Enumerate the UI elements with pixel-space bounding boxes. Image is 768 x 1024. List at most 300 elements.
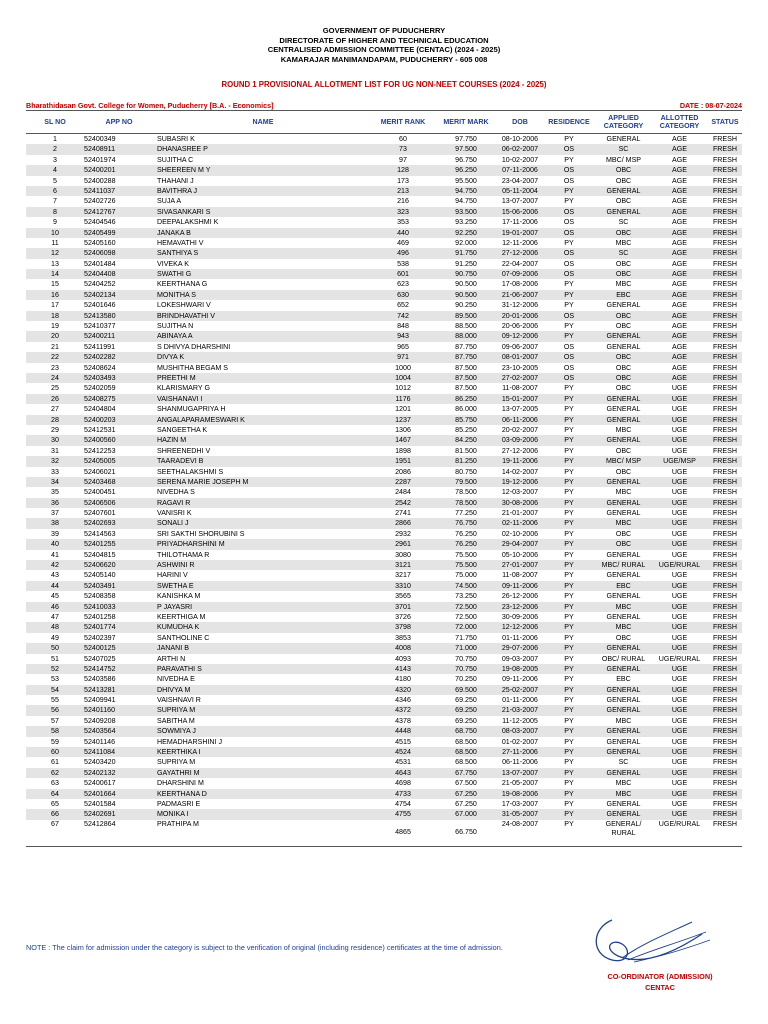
cell-dob: 13-07-2007 (498, 768, 542, 778)
cell-name: SUJA A (157, 197, 182, 206)
cell-app-no: 52401774 (84, 622, 154, 632)
cell-allotted-category: AGE (651, 373, 708, 383)
col-dob: DOB (498, 111, 542, 134)
cell-dob: 21-05-2007 (501, 779, 539, 788)
cell-name: VAISHANAVI I (154, 394, 372, 404)
cell-dob: 30-09-2006 (501, 612, 539, 621)
cell-name: HARINI V (157, 571, 188, 580)
cell-app-no: 52400560 (84, 435, 154, 445)
cell-merit-mark: 94.750 (434, 186, 498, 196)
cell-applied-category: GENERAL (596, 685, 651, 695)
table-row (26, 176, 742, 186)
cell-app-no: 52404815 (84, 550, 116, 559)
cell-allotted-category: UGE (671, 550, 688, 559)
cell-applied-category: MBC (596, 602, 651, 612)
cell-name: DHARSHINI M (157, 779, 204, 788)
cell-status: FRESH (712, 571, 738, 580)
cell-sl-no: 63 (51, 779, 59, 788)
cell-allotted-category: AGE (651, 290, 708, 300)
cell-residence: PY (542, 435, 596, 445)
cell-status: FRESH (712, 779, 738, 788)
cell-name: LOKESHWARI V (157, 301, 211, 310)
cell-sl-no: 5 (53, 176, 57, 185)
cell-merit-mark: 96.250 (434, 165, 498, 175)
cell-sl-no: 66 (26, 809, 84, 819)
cell-sl-no: 16 (26, 290, 84, 300)
cell-merit-mark: 90.750 (434, 269, 498, 279)
cell-residence: PY (542, 539, 596, 549)
cell-app-no: 52401584 (84, 800, 116, 808)
table-row (26, 654, 742, 664)
cell-name: HAZIN M (154, 435, 372, 445)
cell-merit-mark: 69.250 (434, 705, 498, 715)
cell-residence: PY (542, 394, 596, 404)
cell-merit-mark: 96.750 (455, 155, 477, 164)
cell-name: SIVASANKARI S (154, 207, 372, 217)
cell-merit-mark: 95.500 (455, 176, 477, 185)
cell-residence: PY (564, 716, 574, 725)
cell-merit-mark: 91.750 (434, 248, 498, 258)
cell-dob: 07-09-2006 (498, 269, 542, 279)
cell-residence: PY (564, 550, 574, 559)
cell-name: KEERTHIKA I (154, 747, 372, 757)
cell-name: KEERTHANA D (154, 789, 372, 799)
cell-status: FRESH (712, 176, 738, 185)
cell-applied-category: OBC (615, 197, 632, 206)
cell-status: FRESH (708, 331, 742, 341)
cell-name: DIVYA K (154, 352, 372, 362)
cell-merit-rank: 4524 (372, 747, 434, 757)
cell-merit-mark: 67.250 (434, 789, 498, 799)
cell-name: KEERTHIGA M (157, 612, 206, 621)
cell-app-no: 52405005 (84, 456, 154, 466)
cell-merit-rank: 4755 (372, 809, 434, 819)
cell-merit-rank: 4372 (372, 705, 434, 715)
cell-allotted-category: AGE (651, 269, 708, 279)
cell-app-no: 52401646 (84, 301, 116, 310)
cell-merit-mark: 84.250 (434, 435, 498, 445)
cell-sl-no: 3 (53, 155, 57, 164)
cell-sl-no: 44 (26, 581, 84, 591)
cell-sl-no: 22 (26, 352, 84, 362)
col-merit-mark: MERIT MARK (434, 111, 498, 134)
cell-sl-no: 17 (51, 301, 59, 310)
cell-dob: 27-12-2006 (498, 248, 542, 258)
cell-allotted-category: UGE (671, 612, 688, 621)
college-course: Bharathidasan Govt. College for Women, Puducherry [B.A. - Economics] (26, 101, 274, 110)
cell-sl-no: 43 (51, 571, 59, 580)
cell-sl-no: 8 (26, 207, 84, 217)
cell-allotted-category: UGE (651, 705, 708, 715)
table-row (26, 518, 742, 528)
cell-dob: 25-02-2007 (498, 685, 542, 695)
cell-merit-rank: 213 (372, 186, 434, 196)
cell-dob: 06-02-2007 (498, 144, 542, 154)
cell-status: FRESH (712, 384, 738, 393)
cell-status: FRESH (712, 218, 738, 227)
cell-merit-rank: 3080 (395, 550, 411, 559)
cell-sl-no: 23 (51, 363, 59, 372)
table-row (26, 768, 742, 778)
cell-applied-category: GENERAL (596, 726, 651, 736)
cell-merit-rank: 630 (372, 290, 434, 300)
cell-allotted-category: UGE (671, 633, 688, 642)
table-row (26, 404, 742, 414)
cell-sl-no: 62 (26, 768, 84, 778)
cell-status: FRESH (708, 768, 742, 778)
cell-merit-rank: 971 (372, 352, 434, 362)
cell-app-no: 52412531 (84, 425, 116, 434)
cell-residence: PY (564, 758, 574, 767)
table-row (26, 144, 742, 154)
cell-sl-no: 41 (51, 550, 59, 559)
cell-sl-no: 48 (26, 622, 84, 632)
cell-allotted-category: UGE (651, 768, 708, 778)
cell-status: FRESH (708, 705, 742, 715)
cell-dob: 09-03-2007 (501, 654, 539, 663)
cell-app-no: 52405499 (84, 228, 154, 238)
cell-residence: PY (542, 498, 596, 508)
cell-app-no: 52402693 (84, 518, 154, 528)
cell-app-no: 52406506 (84, 498, 154, 508)
cell-dob: 11-12-2005 (502, 716, 538, 725)
cell-residence: PY (564, 155, 574, 164)
cell-status: FRESH (712, 550, 738, 559)
cell-name: PRIYADHARSHINI M (154, 539, 372, 549)
cell-status: FRESH (708, 373, 742, 383)
cell-allotted-category: UGE (651, 789, 708, 799)
table-row (26, 539, 742, 549)
cell-name: JANAKA B (154, 228, 372, 238)
cell-merit-mark: 71.000 (434, 643, 498, 653)
cell-merit-rank: 623 (397, 280, 409, 289)
cell-dob: 15-01-2007 (498, 394, 542, 404)
cell-merit-rank: 1201 (395, 405, 411, 414)
table-row (26, 394, 742, 404)
table-row (26, 373, 742, 383)
cell-name: KEERTHANA G (157, 280, 208, 289)
table-row (26, 726, 742, 736)
cell-dob: 21-01-2007 (501, 509, 539, 518)
cell-applied-category: EBC (596, 581, 651, 591)
cell-merit-rank: 1000 (395, 363, 411, 372)
cell-merit-rank: 3853 (395, 633, 411, 642)
allotment-table (26, 110, 742, 847)
cell-sl-no: 49 (51, 633, 59, 642)
table-row (26, 695, 742, 705)
cell-applied-category: GENERAL (606, 405, 641, 414)
cell-applied-category: OBC (596, 311, 651, 321)
cell-dob: 13-07-2005 (501, 405, 539, 414)
header-address: KAMARAJAR MANIMANDAPAM, PUDUCHERRY - 605 008 (280, 54, 488, 64)
cell-merit-mark: 74.500 (434, 581, 498, 591)
cell-residence: PY (564, 800, 574, 808)
cell-name: NIVEDHA S (157, 488, 195, 497)
cell-sl-no: 2 (26, 144, 84, 154)
cell-dob: 31-05-2007 (498, 809, 542, 819)
table-row (26, 570, 742, 580)
cell-app-no: 52414563 (84, 529, 116, 538)
cell-allotted-category: AGE (672, 197, 687, 206)
cell-merit-mark: 88.500 (455, 322, 477, 331)
cell-residence: OS (542, 144, 596, 154)
cell-merit-mark: 67.250 (455, 800, 477, 808)
cell-dob: 12-11-2006 (502, 238, 538, 247)
cell-dob: 19-12-2006 (498, 477, 542, 487)
cell-allotted-category: UGE/MSP (651, 456, 708, 466)
cell-app-no: 52403420 (84, 758, 116, 767)
cell-applied-category: MBC (615, 779, 632, 788)
cell-allotted-category: UGE (651, 643, 708, 653)
cell-merit-mark: 72.500 (434, 602, 498, 612)
table-row (26, 134, 742, 145)
cell-allotted-category: AGE (651, 144, 708, 154)
cell-name: THILOTHAMA R (157, 550, 210, 559)
cell-app-no: 52400203 (84, 415, 154, 425)
cell-name: THAHANI J (157, 176, 194, 185)
cell-merit-mark: 92.250 (434, 228, 498, 238)
cell-name: JANANI B (154, 643, 372, 653)
cell-dob: 27-01-2007 (498, 560, 542, 570)
cell-sl-no: 15 (51, 280, 59, 289)
cell-allotted-category: AGE (672, 301, 687, 310)
cell-name: BRINDHAVATHI V (154, 311, 372, 321)
cell-merit-rank: 4643 (372, 768, 434, 778)
cell-residence: PY (564, 675, 574, 684)
cell-allotted-category: UGE (651, 602, 708, 612)
cell-dob: 09-12-2006 (498, 331, 542, 341)
cell-allotted-category: UGE (651, 622, 708, 632)
cell-residence: OS (563, 363, 575, 372)
cell-name: PARAVATHI S (154, 664, 372, 674)
cell-name: SHANMUGAPRIYA H (157, 405, 226, 414)
cell-merit-mark: 69.250 (455, 716, 477, 725)
cell-applied-category: OBC (615, 176, 632, 185)
cell-name: VIVEKA K (157, 259, 189, 268)
cell-merit-mark: 70.750 (434, 664, 498, 674)
cell-status: FRESH (708, 643, 742, 653)
cell-applied-category: OBC (615, 467, 632, 476)
cell-merit-rank: 3565 (395, 592, 411, 601)
cell-name: SWETHA E (154, 581, 372, 591)
cell-status: FRESH (712, 197, 738, 206)
signature-image (582, 914, 732, 974)
table-row (26, 643, 742, 653)
table-row (26, 456, 742, 466)
cell-name: PADMASRI E (157, 800, 201, 808)
cell-sl-no: 18 (26, 311, 84, 321)
cell-merit-mark: 78.500 (434, 498, 498, 508)
col-status: STATUS (708, 111, 742, 134)
cell-allotted-category: UGE (671, 696, 688, 705)
table-row (26, 809, 742, 819)
cell-app-no: 52413580 (84, 311, 154, 321)
cell-applied-category: OBC (596, 539, 651, 549)
table-row (26, 165, 742, 175)
cell-status: FRESH (712, 405, 738, 414)
cell-allotted-category: UGE (651, 498, 708, 508)
cell-merit-mark: 68.500 (455, 737, 477, 746)
cell-dob: 30-08-2006 (498, 498, 542, 508)
cell-residence: PY (542, 415, 596, 425)
col-name: NAME (154, 111, 372, 134)
cell-sl-no: 34 (26, 477, 84, 487)
cell-applied-category: GENERAL (596, 186, 651, 196)
cell-residence: OS (542, 248, 596, 258)
cell-merit-rank: 4865 (372, 820, 434, 847)
cell-dob: 22-04-2007 (501, 259, 539, 268)
cell-applied-category: GENERAL (596, 664, 651, 674)
cell-app-no: 52403586 (84, 675, 116, 684)
col-app-no: APP NO (84, 111, 154, 134)
cell-status: FRESH (708, 820, 742, 847)
cell-merit-mark: 68.500 (455, 758, 477, 767)
cell-allotted-category: AGE (651, 165, 708, 175)
cell-dob: 17-11-2006 (502, 218, 538, 227)
cell-app-no: 52409941 (84, 696, 116, 705)
header-government: GOVERNMENT OF PUDUCHERRY (322, 26, 446, 35)
cell-merit-mark: 71.750 (455, 633, 477, 642)
table-row (26, 560, 742, 570)
cell-merit-mark: 86.000 (455, 405, 477, 414)
cell-residence: PY (564, 197, 574, 206)
cell-applied-category: MBC (615, 488, 632, 497)
cell-dob: 23-10-2005 (501, 363, 539, 372)
table-row (26, 311, 742, 321)
table-row (26, 705, 742, 715)
cell-status: FRESH (712, 654, 738, 663)
cell-name: VAISHNAVI R (157, 696, 201, 705)
cell-app-no: 52403468 (84, 477, 154, 487)
cell-merit-mark: 76.750 (434, 518, 498, 528)
cell-dob: 17-03-2007 (501, 800, 539, 808)
cell-applied-category: OBC (596, 373, 651, 383)
table-row (26, 435, 742, 445)
cell-sl-no: 20 (26, 331, 84, 341)
cell-name: SOWMIYA J (154, 726, 372, 736)
cell-app-no: 52408911 (84, 144, 154, 154)
table-row (26, 446, 742, 456)
cell-residence: PY (564, 467, 574, 476)
table-row (26, 529, 742, 539)
cell-sl-no: 39 (51, 529, 59, 538)
cell-residence: PY (564, 633, 574, 642)
cell-dob: 09-06-2007 (501, 342, 539, 351)
cell-name: ARTHI N (157, 654, 186, 663)
cell-app-no: 52408275 (84, 394, 154, 404)
table-row (26, 778, 742, 788)
cell-dob: 19-08-2005 (498, 664, 542, 674)
cell-sl-no: 45 (51, 592, 59, 601)
cell-name: SANTHOLINE C (157, 633, 210, 642)
cell-residence: PY (542, 705, 596, 715)
cell-applied-category: GENERAL (596, 207, 651, 217)
cell-sl-no: 42 (26, 560, 84, 570)
cell-merit-rank: 440 (372, 228, 434, 238)
cell-applied-category: MBC/ MSP (605, 155, 642, 164)
cell-merit-rank: 3798 (372, 622, 434, 632)
cell-sl-no: 52 (26, 664, 84, 674)
cell-sl-no: 37 (51, 509, 59, 518)
cell-app-no: 52400349 (84, 135, 116, 143)
cell-allotted-category: UGE (671, 716, 688, 725)
cell-dob: 27-02-2007 (498, 373, 542, 383)
cell-dob: 05-11-2004 (498, 186, 542, 196)
cell-applied-category: EBC (616, 675, 631, 684)
cell-residence: PY (564, 509, 574, 518)
cell-residence: OS (542, 269, 596, 279)
cell-merit-mark: 69.250 (455, 696, 477, 705)
cell-merit-rank: 4754 (395, 800, 411, 808)
cell-residence: PY (564, 384, 574, 393)
cell-app-no: 52400451 (84, 488, 116, 497)
cell-status: FRESH (708, 789, 742, 799)
cell-merit-mark: 89.500 (434, 311, 498, 321)
table-row (26, 467, 742, 477)
cell-status: FRESH (712, 446, 738, 455)
cell-allotted-category: AGE (651, 186, 708, 196)
cell-applied-category: OBC (615, 363, 632, 372)
cell-sl-no: 60 (26, 747, 84, 757)
table-row (26, 602, 742, 612)
cell-name: P JAYASRI (154, 602, 372, 612)
cell-status: FRESH (712, 238, 738, 247)
cell-status: FRESH (712, 592, 738, 601)
cell-merit-rank: 73 (372, 144, 434, 154)
cell-allotted-category: UGE (671, 488, 688, 497)
cell-name: KLARISMARY G (157, 384, 210, 393)
signatory-title: CO-ORDINATOR (ADMISSION) (607, 972, 713, 981)
cell-sl-no: 61 (51, 758, 59, 767)
cell-app-no: 52408358 (84, 592, 116, 601)
cell-dob: 06-11-2006 (502, 758, 538, 767)
cell-app-no: 52401484 (84, 259, 116, 268)
cell-merit-rank: 1306 (395, 425, 411, 434)
cell-status: FRESH (708, 498, 742, 508)
cell-residence: OS (563, 176, 575, 185)
cell-merit-rank: 4515 (395, 737, 411, 746)
cell-applied-category: MBC (596, 789, 651, 799)
cell-residence: PY (542, 290, 596, 300)
cell-allotted-category: AGE (672, 363, 687, 372)
cell-name: SRI SAKTHI SHORUBINI S (157, 529, 245, 538)
cell-app-no: 52407025 (84, 654, 116, 663)
cell-applied-category: OBC (615, 633, 632, 642)
cell-sl-no: 9 (53, 218, 57, 227)
cell-status: FRESH (712, 696, 738, 705)
cell-merit-mark: 67.750 (434, 768, 498, 778)
cell-allotted-category: UGE (651, 747, 708, 757)
cell-sl-no: 46 (26, 602, 84, 612)
cell-allotted-category: UGE (671, 675, 688, 684)
cell-app-no: 52411037 (84, 186, 154, 196)
cell-residence: PY (542, 602, 596, 612)
cell-merit-rank: 2932 (395, 529, 411, 538)
cell-applied-category: MBC (596, 622, 651, 632)
cell-app-no: 52403564 (84, 726, 154, 736)
cell-merit-rank: 216 (397, 197, 409, 206)
cell-applied-category: GENERAL (596, 747, 651, 757)
cell-name: SABITHA M (157, 716, 195, 725)
cell-name: DHANASREE P (154, 144, 372, 154)
cell-dob: 20-06-2006 (501, 322, 539, 331)
cell-merit-mark: 70.250 (455, 675, 477, 684)
cell-dob: 21-06-2007 (498, 290, 542, 300)
cell-applied-category: OBC (615, 446, 632, 455)
cell-residence: PY (542, 622, 596, 632)
cell-dob: 26-12-2006 (501, 592, 539, 601)
cell-dob: 07-11-2006 (498, 165, 542, 175)
